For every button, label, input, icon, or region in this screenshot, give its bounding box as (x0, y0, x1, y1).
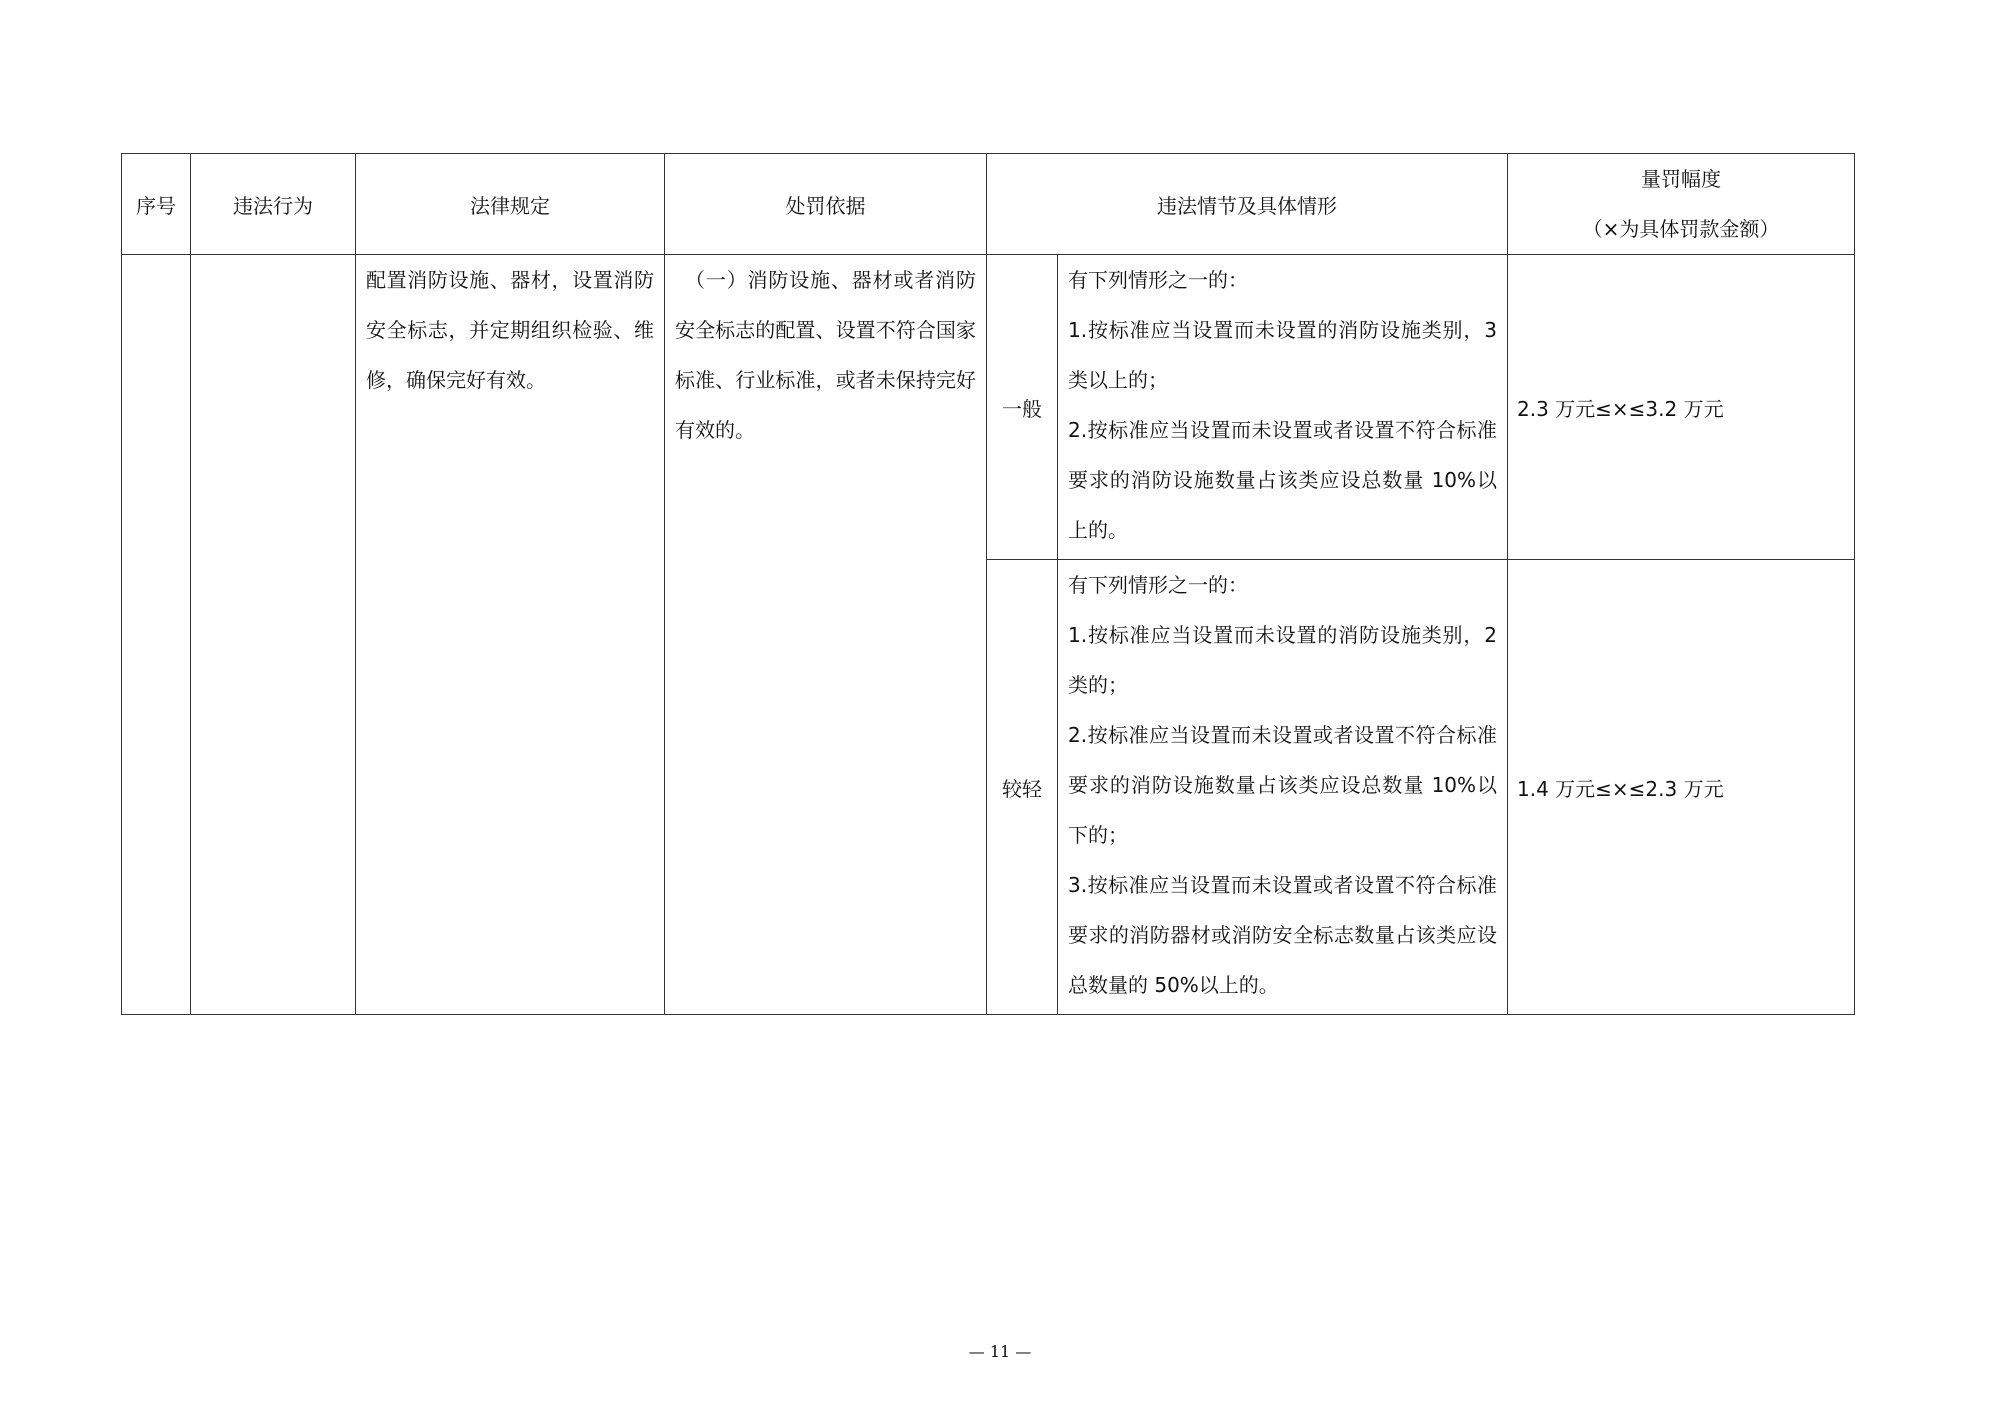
header-basis: 处罚依据 (665, 154, 987, 255)
header-violation: 违法行为 (191, 154, 356, 255)
violation-cell (191, 255, 356, 1015)
detail-line: 1.按标准应当设置而未设置的消防设施类别，3类以上的； (1068, 318, 1497, 392)
penalty-table (121, 153, 1855, 1015)
detail-general (1058, 255, 1508, 560)
fine-range-general: 2.3 万元≤×≤3.2 万元 (1508, 255, 1855, 560)
detail-line: 有下列情形之一的： (1068, 268, 1248, 292)
serial-cell (122, 255, 191, 1015)
page-number: — 11 — (968, 1342, 1032, 1361)
header-serial: 序号 (122, 154, 191, 255)
detail-line: 3.按标准应当设置而未设置或者设置不符合标准要求的消防器材或消防安全标志数量占该类应设总数量的 50%以上的。 (1068, 873, 1497, 997)
header-range (1508, 154, 1855, 255)
header-row (122, 154, 1855, 255)
detail-line: 1.按标准应当设置而未设置的消防设施类别，2类的； (1068, 623, 1497, 697)
detail-line: 2.按标准应当设置而未设置或者设置不符合标准要求的消防设施数量占该类应设总数量 10%以上的。 (1068, 418, 1497, 542)
law-cell (356, 255, 665, 1015)
basis-cell (665, 255, 987, 1015)
table-row (122, 255, 1855, 560)
law-text: 配置消防设施、器材，设置消防安全标志，并定期组织检验、维修，确保完好有效。 (366, 268, 654, 392)
header-circumstance: 违法情节及具体情形 (987, 154, 1508, 255)
header-range-title: 量罚幅度 (1641, 167, 1721, 191)
header-range-note: （×为具体罚款金额） (1582, 217, 1780, 241)
header-law: 法律规定 (356, 154, 665, 255)
detail-minor (1058, 560, 1508, 1015)
detail-line: 有下列情形之一的： (1068, 573, 1248, 597)
level-minor: 较轻 (987, 560, 1058, 1015)
fine-range-minor: 1.4 万元≤×≤2.3 万元 (1508, 560, 1855, 1015)
level-general: 一般 (987, 255, 1058, 560)
basis-text: （一）消防设施、器材或者消防安全标志的配置、设置不符合国家标准、行业标准，或者未保持完好有效的。 (675, 268, 976, 442)
detail-line: 2.按标准应当设置而未设置或者设置不符合标准要求的消防设施数量占该类应设总数量 10%以下的； (1068, 723, 1497, 847)
